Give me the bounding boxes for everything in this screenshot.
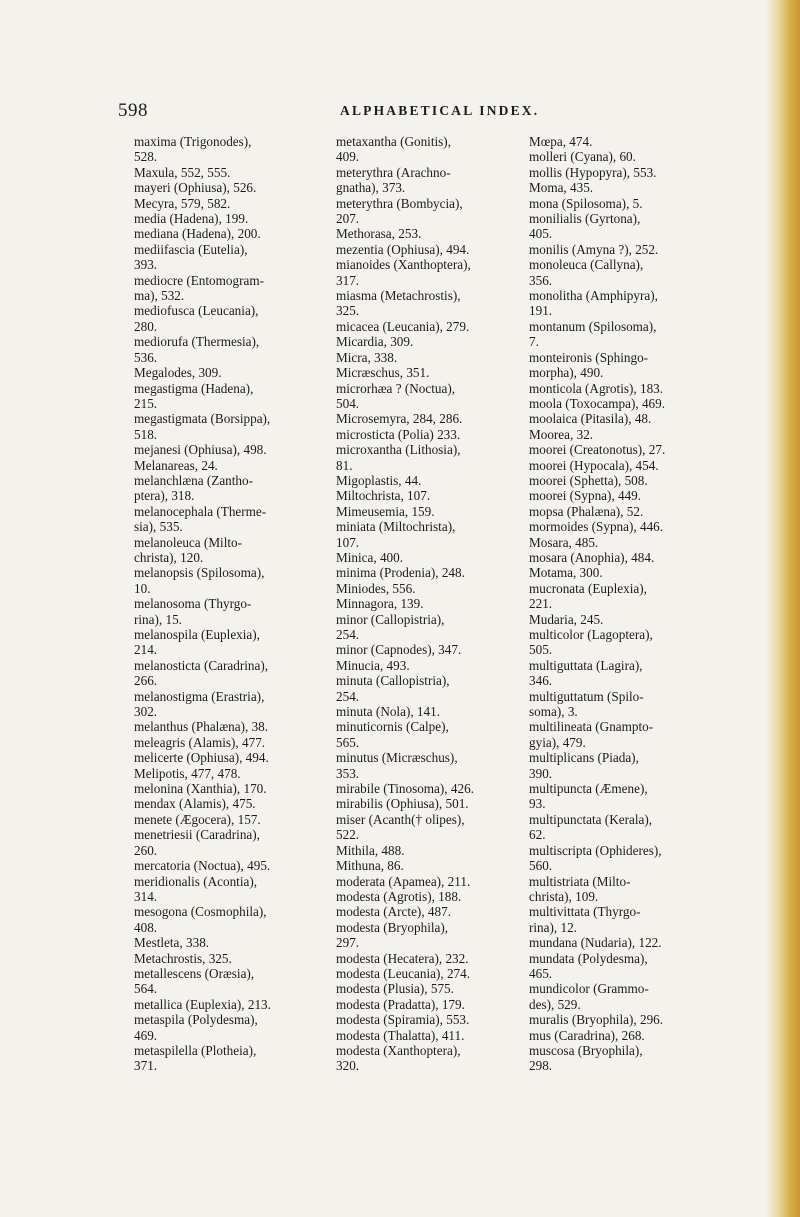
index-entry: multilineata (Gnampto- gyia), 479. bbox=[529, 719, 654, 750]
index-entry: Melanareas, 24. bbox=[134, 457, 218, 473]
index-entry: modesta (Xanthoptera), 320. bbox=[336, 1042, 461, 1074]
index-entry: modesta (Bryophila), 297. bbox=[336, 919, 449, 951]
index-entry: minuticornis (Calpe), 565. bbox=[336, 719, 449, 750]
index-entry: moola (Toxocampa), 469. bbox=[529, 395, 666, 411]
index-entry: menete (Ægocera), 157. bbox=[134, 811, 261, 827]
index-entry: miasma (Metachrostis), 325. bbox=[336, 288, 461, 319]
index-entry: micacea (Leucania), 279. bbox=[336, 318, 470, 334]
index-entry: melanosticta (Caradrina), 266. bbox=[134, 657, 269, 689]
index-entry: melanocephala (Therme- sia), 535. bbox=[134, 503, 267, 535]
index-entry: mercatoria (Noctua), 495. bbox=[134, 858, 271, 874]
index-entry: mundata (Polydesma), 465. bbox=[529, 950, 648, 981]
index-entry: melanostigma (Erastria), 302. bbox=[134, 688, 265, 720]
index-column-2 bbox=[336, 134, 520, 1074]
index-entry: microxantha (Lithosia), 81. bbox=[336, 442, 461, 473]
index-entry: Minica, 400. bbox=[336, 549, 404, 565]
index-entry: monteironis (Sphingo- morpha), 490. bbox=[529, 349, 649, 381]
index-entry: Miltochrista, 107. bbox=[336, 488, 431, 504]
index-entry: mejanesi (Ophiusa), 498. bbox=[134, 442, 267, 458]
index-entry: meterythra (Arachno- gnatha), 373. bbox=[336, 164, 451, 196]
index-entry: metaxantha (Gonitis), 409. bbox=[336, 134, 451, 165]
index-entry: modesta (Leucania), 274. bbox=[336, 965, 471, 981]
index-entry: minima (Prodenia), 248. bbox=[336, 565, 465, 581]
index-entry: mediofusca (Leucania), 280. bbox=[134, 303, 259, 334]
index-entry: Micræschus, 351. bbox=[336, 365, 430, 381]
index-entry: mundicolor (Grammo- des), 529. bbox=[529, 981, 649, 1012]
index-entry: modesta (Hecatera), 232. bbox=[336, 950, 469, 966]
index-entry: miniata (Miltochrista), 107. bbox=[336, 519, 456, 550]
index-entry: modesta (Thalatta), 411. bbox=[336, 1027, 465, 1043]
index-entry: Mosara, 485. bbox=[529, 534, 599, 550]
running-head: ALPHABETICAL INDEX. bbox=[340, 103, 540, 118]
index-entry: mayeri (Ophiusa), 526. bbox=[134, 180, 257, 196]
index-entry: moorei (Creatonotus), 27. bbox=[529, 442, 666, 458]
index-entry: mirabilis (Ophiusa), 501. bbox=[336, 796, 469, 812]
index-entry: Methorasa, 253. bbox=[336, 226, 422, 242]
index-entry: Metachrostis, 325. bbox=[134, 950, 232, 966]
index-entry: megastigma (Hadena), 215. bbox=[134, 380, 254, 411]
index-entry: maxima (Trigonodes), 528. bbox=[134, 134, 252, 165]
index-entry: mianoides (Xanthoptera), 317. bbox=[336, 257, 471, 288]
index-entry: melicerte (Ophiusa), 494. bbox=[134, 750, 269, 766]
index-entry: miser (Acanth(† olipes), 522. bbox=[336, 811, 465, 843]
index-entry: moorei (Hypocala), 454. bbox=[529, 457, 659, 473]
index-entry: meridionalis (Acontia), 314. bbox=[134, 873, 258, 904]
index-entry: metallescens (Oræsia), 564. bbox=[134, 965, 255, 997]
index-entry: mendax (Alamis), 475. bbox=[134, 796, 256, 812]
index-entry: meleagris (Alamis), 477. bbox=[134, 734, 266, 750]
index-entry: multiplicans (Piada), 390. bbox=[529, 750, 639, 781]
index-entry: Mithila, 488. bbox=[336, 842, 405, 858]
index-entry: metallica (Euplexia), 213. bbox=[134, 996, 271, 1012]
index-entry: melanoleuca (Milto- christa), 120. bbox=[134, 534, 243, 565]
index-entry: meterythra (Bombycia), 207. bbox=[336, 195, 463, 227]
index-entry: Micra, 338. bbox=[336, 349, 398, 365]
index-entry: mus (Caradrina), 268. bbox=[529, 1027, 645, 1043]
index-entry: Motama, 300. bbox=[529, 565, 603, 581]
index-entry: mediocre (Entomogram- ma), 532. bbox=[134, 272, 264, 304]
index-entry: mezentia (Ophiusa), 494. bbox=[336, 241, 470, 257]
index-entry: Mecyra, 579, 582. bbox=[134, 195, 231, 211]
index-entry: multivittata (Thyrgo- rina), 12. bbox=[529, 904, 641, 935]
index-entry: melanospila (Euplexia), 214. bbox=[134, 627, 260, 658]
index-entry: monoleuca (Callyna), 356. bbox=[529, 257, 644, 288]
index-entry: Mœpa, 474. bbox=[529, 134, 593, 149]
index-entry: molleri (Cyana), 60. bbox=[529, 149, 636, 165]
index-entry: monilis (Amyna ?), 252. bbox=[529, 241, 659, 257]
index-entry: multipuncta (Æmene), 93. bbox=[529, 781, 648, 812]
index-entry: Micardia, 309. bbox=[336, 334, 414, 350]
index-entry: melanopsis (Spilosoma), 10. bbox=[134, 565, 265, 596]
index-entry: Microsemyra, 284, 286. bbox=[336, 411, 463, 427]
index-entry: multiguttata (Lagira), 346. bbox=[529, 657, 643, 689]
index-entry: minutus (Micræschus), 353. bbox=[336, 750, 458, 781]
index-entry: muscosa (Bryophila), 298. bbox=[529, 1042, 643, 1074]
index-entry: melanosoma (Thyrgo- rina), 15. bbox=[134, 596, 252, 627]
index-entry: Minnagora, 139. bbox=[336, 596, 424, 612]
index-entry: mosara (Anophia), 484. bbox=[529, 549, 655, 565]
index-entry: Moorea, 32. bbox=[529, 426, 594, 442]
index-entry: menetriesii (Caradrina), 260. bbox=[134, 827, 260, 858]
index-entry: Moma, 435. bbox=[529, 180, 594, 196]
index-entry: muralis (Bryophila), 296. bbox=[529, 1012, 664, 1028]
index-entry: monticola (Agrotis), 183. bbox=[529, 380, 664, 396]
index-entry: mona (Spilosoma), 5. bbox=[529, 195, 643, 211]
index-entry: melonina (Xanthia), 170. bbox=[134, 781, 267, 797]
index-columns bbox=[134, 134, 774, 1174]
index-entry: Minucia, 493. bbox=[336, 657, 410, 673]
page-number: 598 bbox=[118, 100, 148, 121]
index-entry: Mimeusemia, 159. bbox=[336, 503, 435, 519]
index-entry: microsticta (Polia) 233. bbox=[336, 426, 461, 442]
index-entry: multipunctata (Kerala), 62. bbox=[529, 811, 653, 843]
index-entry: mediana (Hadena), 200. bbox=[134, 226, 261, 242]
page-header bbox=[118, 100, 758, 122]
index-entry: modesta (Arcte), 487. bbox=[336, 904, 451, 920]
index-entry: modesta (Spiramia), 553. bbox=[336, 1012, 470, 1028]
index-entry: mollis (Hypopyra), 553. bbox=[529, 164, 657, 180]
index-entry: Megalodes, 309. bbox=[134, 365, 222, 381]
index-entry: moolaica (Pitasila), 48. bbox=[529, 411, 652, 427]
index-entry: moorei (Sypna), 449. bbox=[529, 488, 642, 504]
index-entry: megastigmata (Borsippa), 518. bbox=[134, 411, 271, 442]
index-entry: moderata (Apamea), 211. bbox=[336, 873, 471, 889]
index-entry: minor (Callopistria), 254. bbox=[336, 611, 445, 642]
index-entry: mesogona (Cosmophila), 408. bbox=[134, 904, 267, 935]
index-entry: Miniodes, 556. bbox=[336, 580, 416, 596]
index-entry: moorei (Sphetta), 508. bbox=[529, 472, 648, 488]
index-entry: minuta (Nola), 141. bbox=[336, 704, 441, 720]
index-entry: microrhæa ? (Noctua), 504. bbox=[336, 380, 456, 411]
index-entry: Mestleta, 338. bbox=[134, 935, 210, 951]
index-column-1 bbox=[134, 134, 322, 1074]
index-entry: multiguttatum (Spilo- soma), 3. bbox=[529, 688, 644, 720]
index-entry: monolitha (Amphipyra), 191. bbox=[529, 288, 658, 319]
index-entry: montanum (Spilosoma), 7. bbox=[529, 318, 657, 350]
index-entry: modesta (Pradatta), 179. bbox=[336, 996, 465, 1012]
index-entry: Melipotis, 477, 478. bbox=[134, 765, 241, 781]
index-entry: metaspila (Polydesma), 469. bbox=[134, 1012, 258, 1043]
index-entry: Migoplastis, 44. bbox=[336, 472, 422, 488]
index-entry: modesta (Agrotis), 188. bbox=[336, 888, 462, 904]
index-entry: mirabile (Tinosoma), 426. bbox=[336, 781, 474, 797]
index-entry: multiscripta (Ophideres), 560. bbox=[529, 842, 662, 874]
index-entry: minuta (Callopistria), 254. bbox=[336, 673, 450, 704]
index-entry: mundana (Nudaria), 122. bbox=[529, 935, 662, 951]
index-entry: melanthus (Phalæna), 38. bbox=[134, 719, 269, 735]
index-entry: Maxula, 552, 555. bbox=[134, 164, 231, 180]
index-entry: Mudaria, 245. bbox=[529, 611, 604, 627]
index-entry: mediifascia (Eutelia), 393. bbox=[134, 241, 248, 273]
index-entry: Mithuna, 86. bbox=[336, 858, 404, 874]
index-entry: melanchlæna (Zantho- ptera), 318. bbox=[134, 472, 254, 504]
index-entry: mormoides (Sypna), 446. bbox=[529, 519, 664, 535]
index-entry: modesta (Plusia), 575. bbox=[336, 981, 454, 997]
index-entry: minor (Capnodes), 347. bbox=[336, 642, 462, 658]
index-entry: monilialis (Gyrtona), 405. bbox=[529, 211, 641, 242]
index-entry: metaspilella (Plotheia), 371. bbox=[134, 1042, 257, 1074]
index-column-3 bbox=[529, 134, 719, 1074]
index-entry: mediorufa (Thermesia), 536. bbox=[134, 334, 260, 365]
index-entry: media (Hadena), 199. bbox=[134, 211, 249, 227]
index-entry: multicolor (Lagoptera), 505. bbox=[529, 627, 653, 658]
index-entry: multistriata (Milto- christa), 109. bbox=[529, 873, 631, 904]
index-entry: mopsa (Phalæna), 52. bbox=[529, 503, 644, 519]
index-entry: mucronata (Euplexia), 221. bbox=[529, 580, 647, 612]
